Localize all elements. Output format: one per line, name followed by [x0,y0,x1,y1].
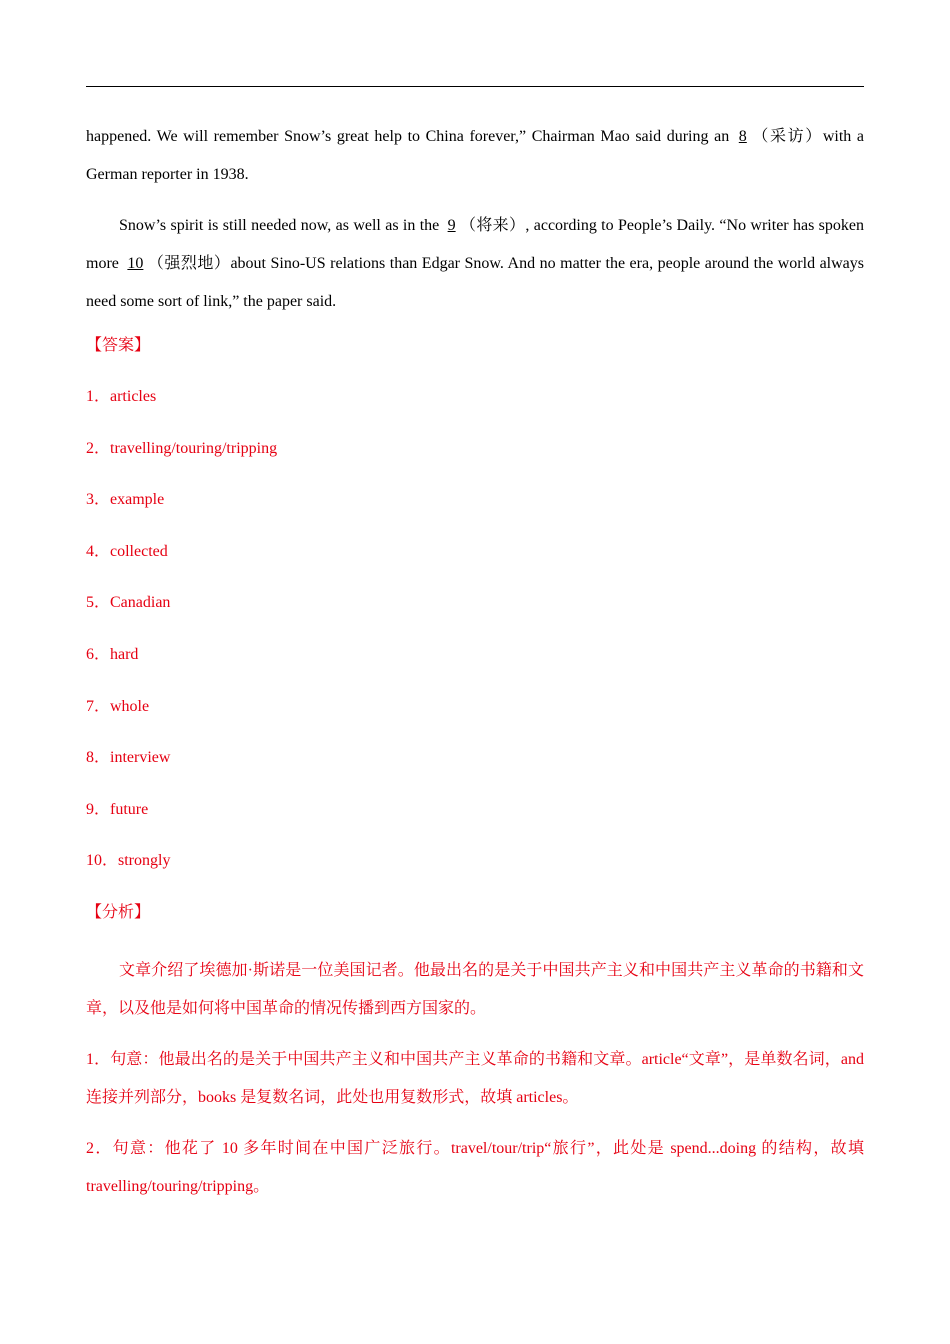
analysis-heading: 【分析】 [86,903,151,921]
blank-10: 10 [127,255,144,272]
analysis-note: 1．句意：他最出名的是关于中国共产主义和中国共产主义革命的书籍和文章。article“文章”，是单数名词，and 连接并列部分，books 是复数名词，此处也用复数形式，故填 articles。 [86,1050,864,1106]
answer-item: 2．travelling/touring/tripping [86,439,278,457]
answer-list [86,385,864,873]
answer-item: 8．interview [86,749,171,767]
answer-item: 3．example [86,491,165,509]
analysis-summary: 文章介绍了埃德加·斯诺是一位美国记者。他最出名的是关于中国共产主义和中国共产主义革命的书籍和文章，以及他是如何将中国革命的情况传播到西方国家的。 [86,961,864,1017]
hint-8: （采访） [750,128,823,145]
blank-8: 8 [738,128,747,145]
answer-item: 9．future [86,800,149,818]
blank-9: 9 [447,217,456,234]
answer-item: 4．collected [86,542,168,560]
passage-paragraph-2: Snow’s spirit is still needed now, as well as in the 9 （将来）, according to People’s Daily. “No writer has spoken more 10 （强烈地）about Sino-US relations than Edgar Snow. And no matter the era, people around the world always need some sort of link,” the paper said. [86,217,864,310]
answer-item: 10．strongly [86,852,171,870]
hint-9: （将来） [459,217,526,234]
hint-10: （强烈地） [147,255,231,272]
answer-heading: 【答案】 [86,337,151,354]
answer-item: 1．articles [86,388,157,405]
analysis-note: 2．句意：他花了 10 多年时间在中国广泛旅行。travel/tour/trip“旅行”，此处是 spend...doing 的结构，故填 travelling/touring/tripping。 [86,1139,864,1195]
answer-item: 5．Canadian [86,594,171,612]
passage-paragraph-1: happened. We will remember Snow’s great help to China forever,” Chairman Mao said during an 8 （采访）with a German reporter in 1938. [86,128,864,183]
answer-item: 6．hard [86,645,139,663]
answer-item: 7．whole [86,697,150,715]
header-rule [86,86,864,87]
document-body [86,118,864,1219]
